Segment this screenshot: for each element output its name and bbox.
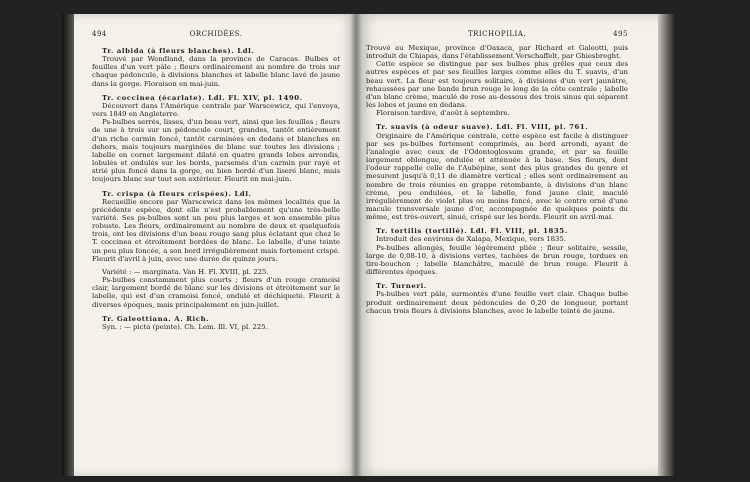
paragraph: Floraison tardive, d'août à septembre. (376, 109, 510, 118)
entry-heading: Tr. suavis (à odeur suave). Ldl. Fl. VIII, pl. 761. (376, 123, 589, 132)
entry-heading: Tr. Turneri. (376, 282, 427, 291)
paragraph: Ps-bulbes constamment plus courts ; fleurs d'un rouge cramoisi clair, largement bordé de blanc sur les divisions et étroitement sur le labelle, qui est d'un cramoisi foncé, ondulé et déchiqueté. Fleurit à diverses époques, mais principalement en juin-juillet. (92, 276, 340, 309)
right-column (366, 30, 628, 315)
paragraph: Recueillie encore par Warscewicz dans les mêmes localités que la précédente espèce, dont elle n'est probablement qu'une très-belle variété. Ses ps-bulbes sont un peu plus larges et son ensemble plus robuste. Les fleurs, ordinairement au nombre de deux et quelquefois trois, ont les divisions d'un beau rouge sang plus éclatant que chez le T. coccinea et étroitement bordées de blanc. Le labelle, d'une teinte un peu plus foncée, a son bord irrégulièrement mais fortement crispé. Fleurit d'avril à juin, avec une durée de quinze jours. (92, 197, 340, 263)
entry-heading: Tr. crispa (à fleurs crispées). Ldl. (102, 189, 252, 198)
right-running-header (366, 30, 628, 44)
left-column (92, 30, 340, 331)
entry-heading: Tr. tortilis (tortillé). Ldl. Fl. VIII, pl. 1835. (376, 227, 568, 236)
left-running-header (92, 30, 340, 44)
paragraph: Originaire de l'Amérique centrale, cette espèce est facile à distinguer par ses ps-bulbes fortement comprimés, au bord arrondi, ayant de l'analogie avec ceux de l'Odontoglossum grande, et par sa feuille largement oblongue, ondulée et atténuée à la base. Ses fleurs, dont l'odeur rappelle celle de l'Aubépine, sont des plus grandes du genre et mesurent jusqu'à 0,11 de diamètre vertical ; elles sont ordinairement au nombre de trois réunies en grappe retombante, à divisions d'un blanc crème, peu ondulées, et le labelle, fond jaune clair, maculé irrégulièrement de violet plus ou moins foncé, avec le centre orné d'une macule transversale jaune d'or, accompagnée de quelques points du même, est très-ouvert, sinué, crispé sur les bords. Fleurit en avril-mai. (366, 131, 628, 222)
paragraph: Ps-bulbes allongés, feuille légèrement pliée ; fleur solitaire, sessile, large de 0,08-10, à divisions vertes, tachées de brun rouge, tordues en tire-bouchon ; labelle blanchâtre, maculé de brun rouge. Fleurit à différentes époques. (366, 243, 628, 277)
left-page (74, 14, 356, 476)
book-gutter (350, 14, 362, 476)
entry-heading: Tr. coccinea (écarlate). Ldl. Fl. XIV, pl. 1490. (102, 93, 303, 102)
entry-heading: Tr. Galeottiana. A. Rich. (102, 314, 210, 323)
paragraph: Ps-bulbes serrés, lisses, d'un beau vert, ainsi que les feuilles ; fleurs de une à trois sur un pédoncule court, grandes, tantôt entièrement d'un riche carmin foncé, tantôt carminées en dedans et blanches en dehors, mais toujours marginées de blanc sur toutes les divisions ; labelle en cornet largement dilaté en quatre grands lobes arrondis, lobulés et ondulés sur les bords, parsemés d'un carmin pur rayé et strié plus foncé dans la gorge, ou bien bordé d'un liseré blanc, mais toujours blanc sur tout son extérieur. Fleurit en mai-juin. (92, 118, 341, 184)
variety-line: Variété : — marginata. Van H. Fl. XVIII, pl. 225. (102, 267, 269, 276)
entry-heading: Tr. albida (à fleurs blanches). Ldl. (102, 47, 255, 55)
synonym-line: Syn. : — picta (peinte). Ch. Lem. Ill. VI, pl. 225. (102, 322, 268, 331)
left-page-edge (62, 14, 74, 476)
paragraph: Ps-bulbes vert pâle, surmontés d'une feuille vert clair. Chaque bulbe produit ordinairement deux pédoncules de 0,20 de longueur, portant chacun trois fleurs à divisions blanches, avec le labelle teinté de jaune. (366, 290, 628, 315)
right-page-number: 495 (613, 30, 628, 38)
paragraph: Trouvé par Wendland, dans la province de Caracas. Bulbes et feuilles d'un vert pâle ; fleurs ordinairement au nombre de trois sur chaque pédoncule, à divisions blanches et labelle blanc lavé de jaune dans la gorge. Floraison en mai-juin. (92, 55, 340, 88)
paragraph: Trouvé au Mexique, province d'Oaxaca, par Richard et Galeotti, puis introduit de Chiapas, dans l'établissement Verschaffelt, par Ghiesbreght. (366, 44, 628, 61)
right-page (356, 14, 658, 476)
paragraph: Cette espèce se distingue par ses bulbes plus grêles que ceux des autres espèces et par ses feuilles larges comme elles du T. suavis, d'un beau vert. La fleur est toujours solitaire, à divisions d'un vert jaunâtre, rehaussées par une bande brun rouge le long de la côte centrale ; labelle d'un blanc crème, maculé de rose au-dessous des trois sinus qui séparent les lobes et jaune en dedans. (366, 60, 628, 110)
left-running-title: ORCHIDÉES. (189, 30, 243, 38)
right-running-title: TRICHOPILIA. (467, 30, 527, 38)
right-page-edge (658, 14, 676, 476)
left-page-number: 494 (92, 30, 107, 38)
paragraph: Découvert dans l'Amérique centrale par Warscewicz, qui l'envoya, vers 1849 en Angleterre. (92, 101, 340, 119)
paragraph: Introduit des environs de Xalapa, Mexique, vers 1835. (376, 235, 566, 244)
